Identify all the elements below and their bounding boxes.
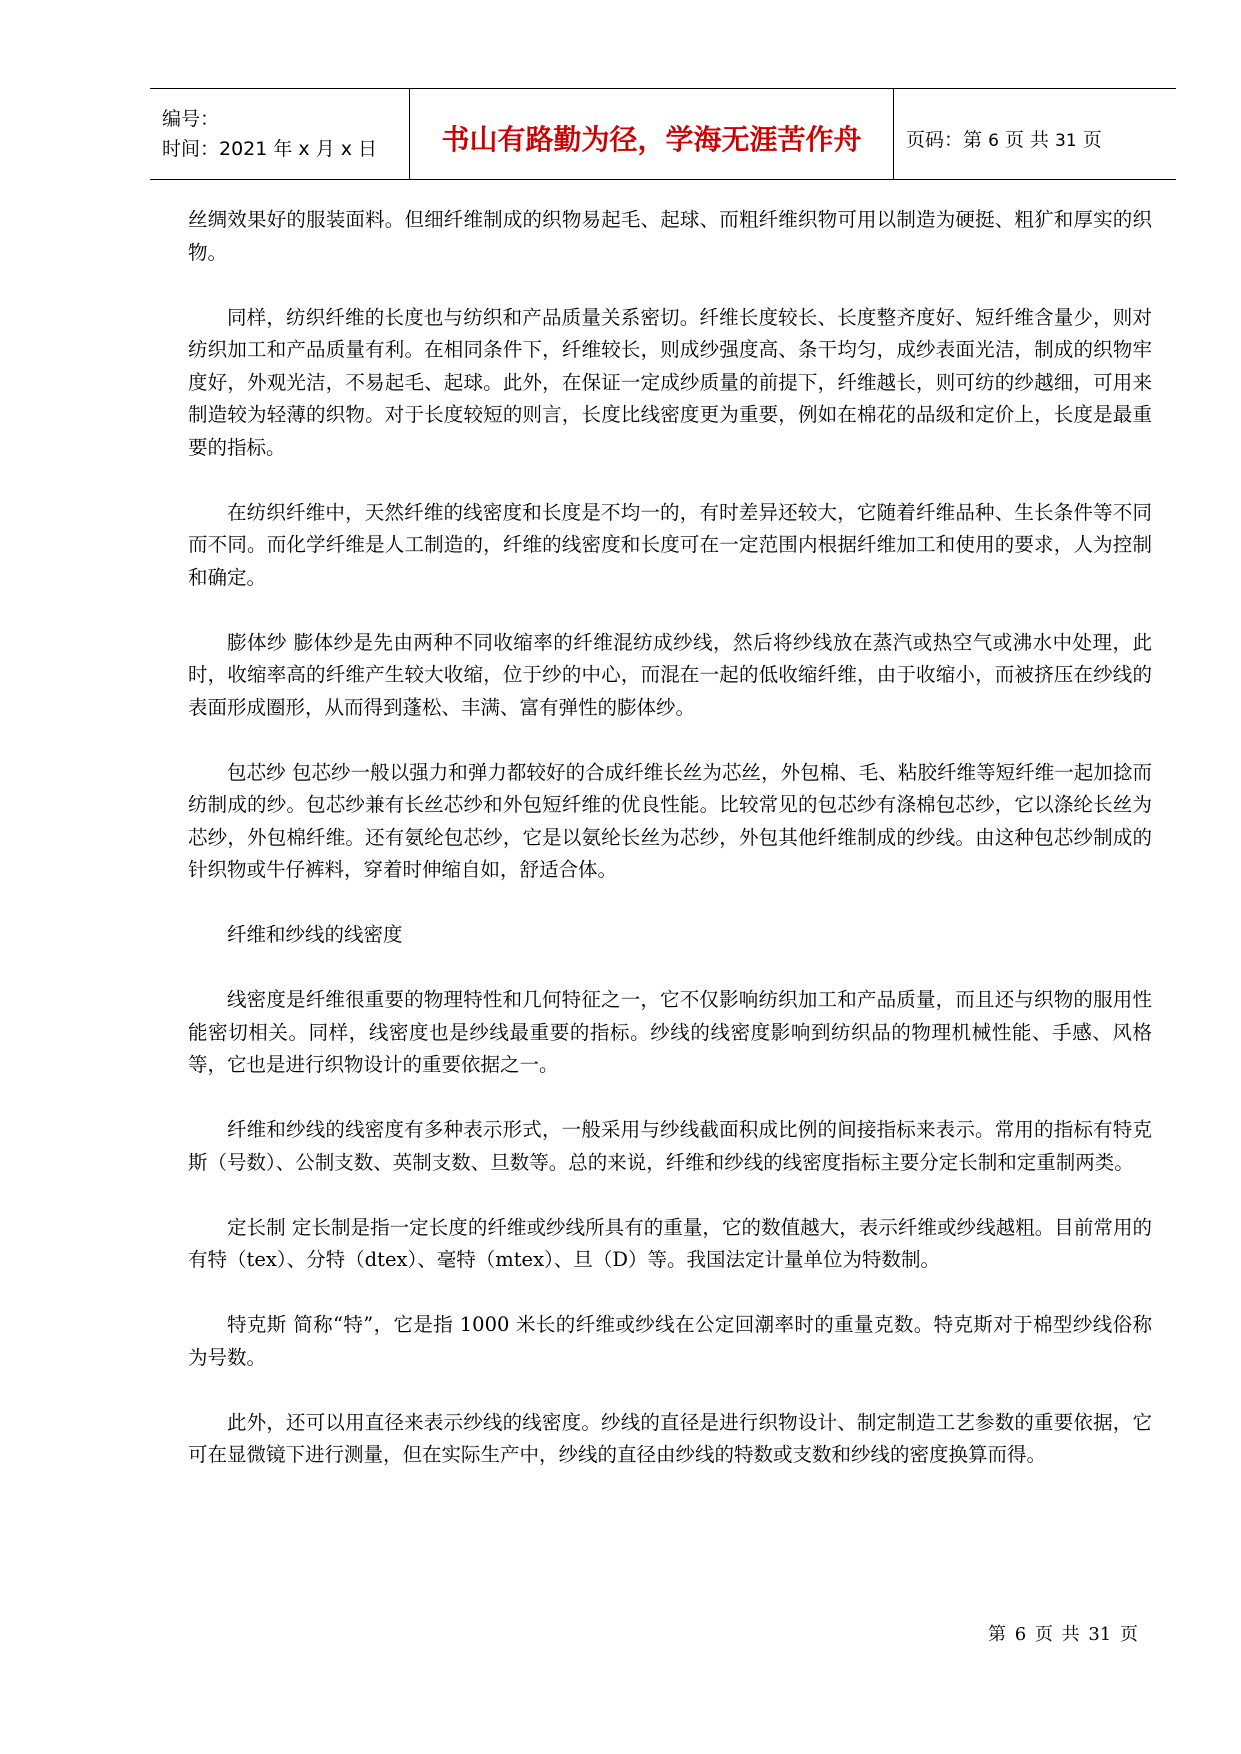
page-total: 31 [1055,130,1077,151]
paragraph: 定长制 定长制是指一定长度的纤维或纱线所具有的重量，它的数值越大，表示纤维或纱线越粗。目前常用的有特（tex）、分特（dtex）、毫特（mtex）、旦（D）等。我国法定计量单位为特数制。 [188,1215,1152,1271]
header-motto [410,89,894,179]
header-page-info [894,89,1176,179]
document-number-label: 编号： [162,108,220,130]
document-body [188,204,1152,1504]
paragraph: 包芯纱 包芯纱一般以强力和弹力都较好的合成纤维长丝为芯丝，外包棉、毛、粘胶纤维等短纤维一起加捻而纺制成的纱。包芯纱兼有长丝芯纱和外包短纤维的优良性能。比较常见的包芯纱有涤棉包芯纱，它以涤纶长丝为芯纱，外包棉纤维。还有氨纶包芯纱，它是以氨纶长丝为芯纱，外包其他纤维制成的纱线。由这种包芯纱制成的针织物或牛仔裤料，穿着时伸缩自如，舒适合体。 [188,760,1152,881]
page-prefix: 页码：第 [906,128,983,151]
page-header [150,88,1176,180]
paragraph: 在纺织纤维中，天然纤维的线密度和长度是不均一的，有时差异还较大，它随着纤维品种、生长条件等不同而不同。而化学纤维是人工制造的，纤维的线密度和长度可在一定范围内根据纤维加工和使用的要求，人为控制和确定。 [188,500,1152,589]
paragraph: 特克斯 简称“特”，它是指 1000 米长的纤维或纱线在公定回潮率时的重量克数。特克斯对于棉型纱线俗称为号数。 [188,1313,1152,1369]
paragraph: 膨体纱 膨体纱是先由两种不同收缩率的纤维混纺成纱线，然后将纱线放在蒸汽或热空气或沸水中处理，此时，收缩率高的纤维产生较大收缩，位于纱的中心，而混在一起的低收缩纤维，由于收缩小，而被挤压在纱线的表面形成圈形，从而得到蓬松、丰满、富有弹性的膨体纱。 [188,630,1152,719]
page-indicator [906,125,1176,152]
page-footer: 第 6 页 共 31 页 [988,1624,1138,1645]
paragraph: 同样，纺织纤维的长度也与纺织和产品质量关系密切。纤维长度较长、长度整齐度好、短纤维含量少，则对纺织加工和产品质量有利。在相同条件下，纤维较长，则成纱强度高、条干均匀，成纱表面光洁，制成的织物牢度好，外观光洁，不易起毛、起球。此外，在保证一定成纱质量的前提下，纤维越长，则可纺的纱越细，可用来制造较为轻薄的织物。对于长度较短的则言，长度比线密度更为重要，例如在棉花的品级和定价上，长度是最重要的指标。 [188,305,1152,459]
section-heading: 纤维和纱线的线密度 [227,923,403,946]
header-meta [150,89,410,179]
paragraph: 此外，还可以用直径来表示纱线的线密度。纱线的直径是进行织物设计、制定制造工艺参数的重要依据，它可在显微镜下进行测量，但在实际生产中，纱线的直径由纱线的特数或支数和纱线的密度换算而得。 [188,1410,1152,1466]
paragraph: 纤维和纱线的线密度有多种表示形式，一般采用与纱线截面积成比例的间接指标来表示。常用的指标有特克斯（号数）、公制支数、英制支数、旦数等。总的来说，纤维和纱线的线密度指标主要分定长制和定重制两类。 [188,1118,1152,1174]
paragraph: 线密度是纤维很重要的物理特性和几何特征之一，它不仅影响纺织加工和产品质量，而且还与织物的服用性能密切相关。同样，线密度也是纱线最重要的指标。纱线的线密度影响到纺织品的物理机械性能、手感、风格等，它也是进行织物设计的重要依据之一。 [188,988,1152,1076]
page-suffix: 页 [1082,128,1102,151]
page-mid: 页 共 [1004,128,1049,151]
paragraph: 丝绸效果好的服装面料。但细纤维制成的织物易起毛、起球、而粗纤维织物可用以制造为硬挺、粗犷和厚实的织物。 [188,208,1152,264]
motto-text: 书山有路勤为径，学海无涯苦作舟 [441,123,862,156]
document-time: 时间：2021 年 x 月 x 日 [162,138,378,160]
page-current: 6 [988,130,999,151]
